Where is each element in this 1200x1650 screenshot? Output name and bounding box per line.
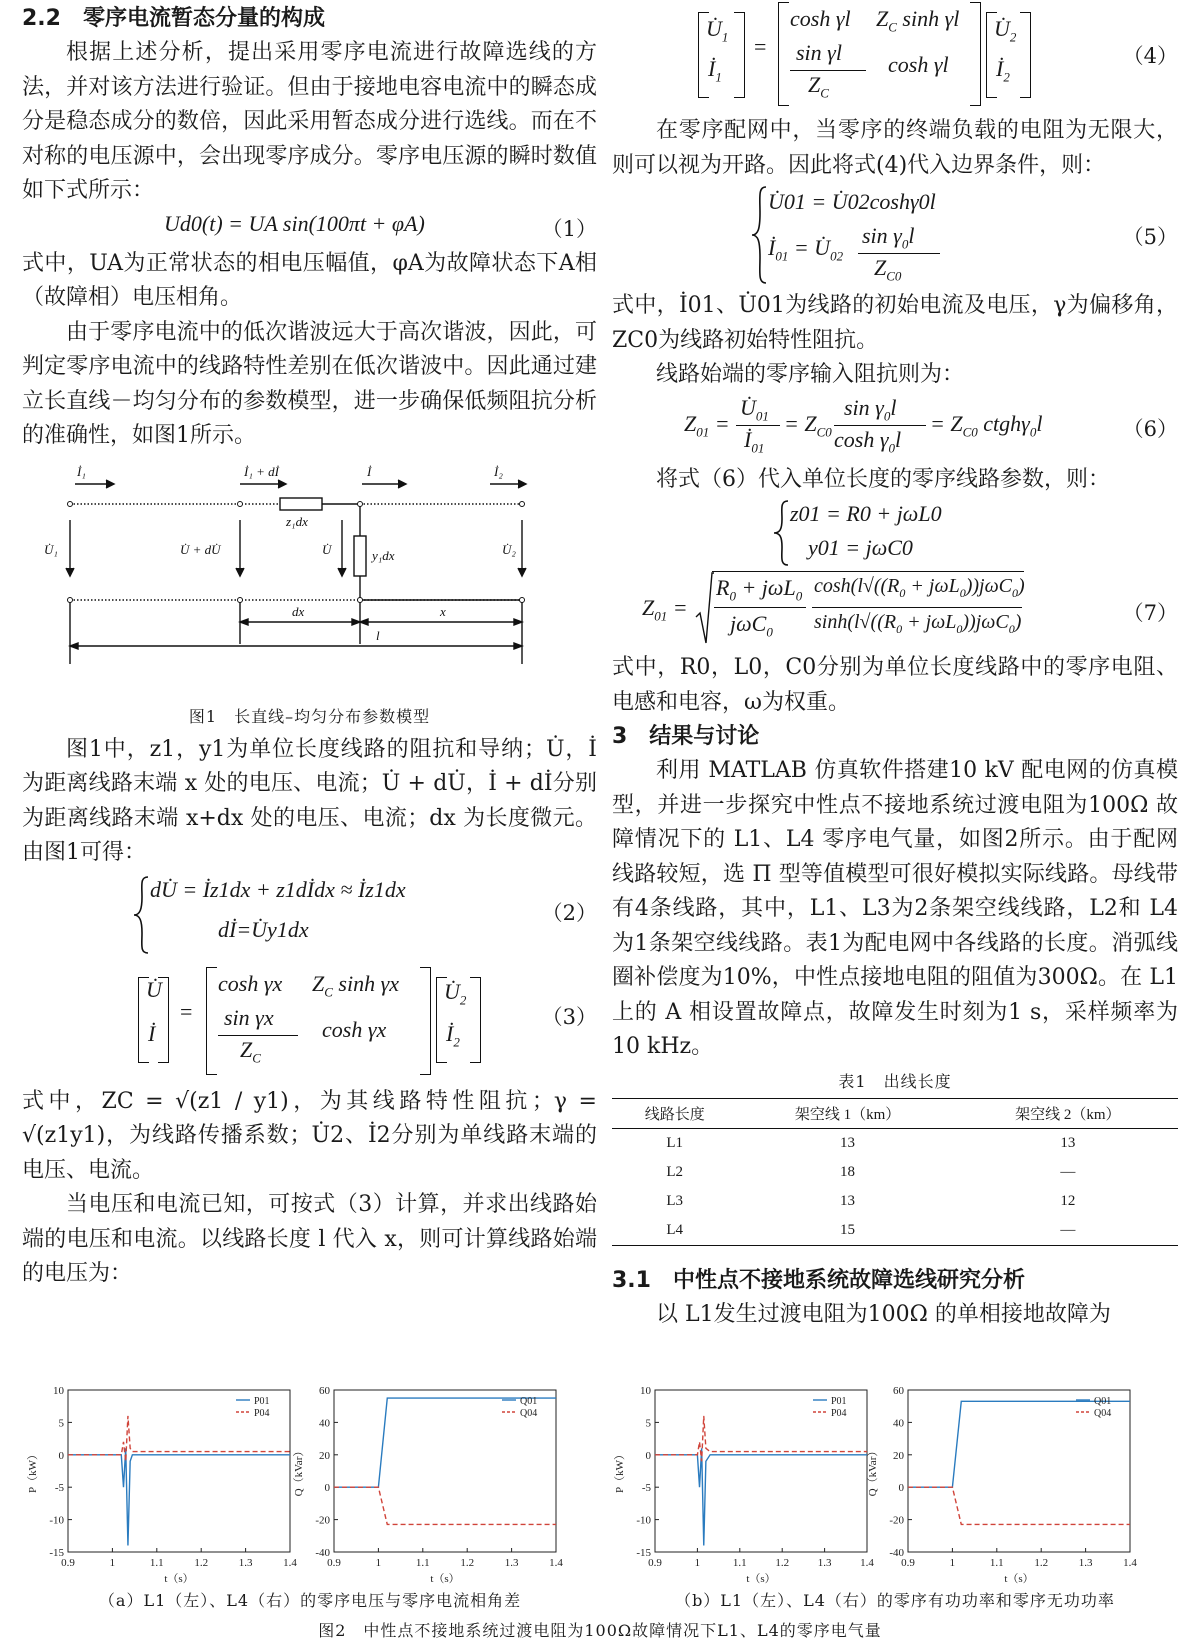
y-tick-label: -10	[49, 1514, 64, 1527]
section-heading-3: 3 结果与讨论	[612, 724, 760, 749]
x-tick-label: 1.4	[860, 1557, 874, 1569]
legend-label: Q01	[520, 1396, 538, 1407]
equation-3: U̇ İ = cosh γx $Z_C$ sinh γx sin γx $Z_C$ cosh γx $U̇_2$ $İ_2$ （3）	[22, 965, 597, 1085]
left-brace-icon	[750, 185, 770, 285]
y-axis-label: Q（kVar）	[867, 1445, 879, 1497]
svg-text:U̇₂: U̇₂	[502, 541, 516, 557]
x-tick-label: 1.1	[149, 1557, 164, 1569]
equation-4: $U̇_1$ $İ_1$ = cosh γl $Z_C$ sinh γl sin γl $Z_C$ cosh γl $U̇_2$ $İ_2$ （4）	[612, 0, 1178, 108]
table-cell: —	[1060, 1163, 1076, 1180]
equation-number: （3）	[541, 1004, 597, 1029]
svg-text:U̇: U̇	[322, 541, 332, 557]
legend-label: P04	[831, 1408, 847, 1419]
x-axis-label: t（s）	[1004, 1573, 1034, 1585]
table-cell: 13	[840, 1134, 856, 1151]
svg-text:dx: dx	[292, 603, 305, 619]
table-cell: L2	[666, 1163, 684, 1180]
x-tick-label: 1	[375, 1557, 382, 1569]
y-tick-label: -40	[315, 1547, 330, 1559]
legend-label: Q01	[1094, 1396, 1112, 1407]
y-tick-label: -10	[636, 1514, 651, 1527]
x-tick-label: 1.3	[1078, 1557, 1093, 1569]
x-tick-label: 1.4	[549, 1557, 563, 1569]
table-cell: 13	[1060, 1134, 1076, 1151]
table-row	[612, 1216, 1178, 1246]
x-tick-label: 0.9	[61, 1557, 75, 1569]
svg-text:U̇₁: U̇₁	[44, 541, 58, 557]
section-heading-2-2: 2.2 零序电流暂态分量的构成	[22, 6, 325, 31]
equation-line: y01 = jωC0	[808, 535, 913, 560]
x-tick-label: 0.9	[901, 1557, 915, 1569]
table-header-cell: 架空线 2（km）	[1015, 1106, 1121, 1123]
x-tick-label: 1.3	[504, 1557, 519, 1569]
y-tick-label: 40	[319, 1417, 330, 1430]
svg-text:İ₁ + dİ: İ₁ + dİ	[244, 463, 279, 479]
x-tick-label: 1.2	[775, 1557, 790, 1569]
y-tick-label: -20	[889, 1514, 904, 1527]
paragraph: 式中，R0，L0，C0分别为单位长度线路中的零序电阻、电感和电容，ω为权重。	[612, 655, 1178, 715]
paragraph: 以 L1发生过渡电阻为100Ω 的单相接地故障为	[656, 1301, 1111, 1327]
x-tick-label: 0.9	[327, 1557, 341, 1569]
equation-number: （4）	[1122, 44, 1178, 68]
x-axis-label: t（s）	[746, 1573, 776, 1585]
y-tick-label: 60	[319, 1385, 330, 1397]
x-tick-label: 1.2	[194, 1557, 209, 1569]
equation-7a	[612, 497, 1178, 569]
y-tick-label: 10	[640, 1385, 651, 1397]
y-tick-label: -5	[54, 1482, 64, 1495]
x-tick-label: 0.9	[648, 1557, 662, 1569]
svg-text:İ₁: İ₁	[77, 463, 86, 479]
y-axis-label: P（kW）	[27, 1449, 39, 1493]
right-column	[612, 0, 1178, 1332]
equation-line: z01 = R0 + jωL0	[790, 501, 942, 526]
section-heading-3-1: 3.1 中性点不接地系统故障选线研究分析	[612, 1267, 1025, 1293]
table-header-cell: 架空线 1（km）	[794, 1106, 901, 1123]
svg-text:x: x	[440, 603, 446, 619]
svg-text:z₁dx: z₁dx	[286, 513, 308, 529]
y-tick-label: -15	[49, 1547, 64, 1559]
figure-2-caption: 图2 中性点不接地系统过渡电阻为100Ω故障情况下L1、L4的零序电气量	[318, 1621, 882, 1640]
legend-label: P04	[254, 1408, 270, 1419]
equation-2	[22, 871, 597, 957]
series-line-P01	[655, 1448, 867, 1545]
radical-sign	[694, 571, 714, 647]
paragraph: 由于零序电流中的低次谐波远大于高次谐波，因此，可判定零序电流中的线路特性差别在低次谐波中。因此通过建立长直线－均匀分布的参数模型，进一步确保低频阻抗分析的准确性，如图1所示。	[22, 319, 597, 448]
series-line-Q04	[908, 1487, 1130, 1524]
equation-number: （6）	[1122, 416, 1178, 441]
table-cell: L1	[666, 1134, 684, 1151]
table-header-cell: 线路长度	[644, 1106, 705, 1123]
paragraph: 式中，İ01、U̇01为线路的初始电流及电压，γ为偏移角，ZC0为线路初始特性阻抗。	[612, 293, 1178, 353]
svg-text:U̇ + dU̇: U̇ + dU̇	[180, 541, 221, 557]
paragraph: 当电压和电流已知，可按式（3）计算，并求出线路始端的电压和电流。以线路长度 l 代入 x，则可计算线路始端的电压为：	[22, 1192, 597, 1286]
x-axis-label: t（s）	[430, 1573, 460, 1585]
paragraph: 线路始端的零序输入阻抗则为：	[656, 362, 965, 387]
y-tick-label: 60	[893, 1385, 904, 1397]
series-line-Q04	[334, 1487, 556, 1524]
figure-2	[0, 1378, 1200, 1650]
left-brace-icon	[772, 499, 792, 567]
x-tick-label: 1.4	[1123, 1557, 1137, 1569]
y-tick-label: 5	[645, 1417, 651, 1430]
y-tick-label: 10	[53, 1385, 64, 1397]
equation-number: （5）	[1122, 225, 1178, 249]
equation-line: dU̇ = İz1dx + z1dİdx ≈ İz1dx	[150, 876, 406, 902]
table-cell: L3	[666, 1192, 684, 1209]
left-brace-icon	[132, 875, 152, 955]
y-tick-label: 40	[893, 1417, 904, 1430]
y-tick-label: 5	[58, 1417, 64, 1430]
equation-5: U̇01 = U̇02coshγ0l $İ_{01}$ = $U̇_{02}$ $\sin \gamma_0l$ $Z_{C0}$ （5）	[612, 183, 1178, 289]
y-tick-label: 0	[645, 1449, 651, 1462]
svg-text:l: l	[376, 627, 380, 643]
y-tick-label: 0	[898, 1482, 904, 1495]
figure-1	[22, 464, 597, 714]
table-row	[612, 1187, 1178, 1216]
equation-line: dİ=U̇y1dx	[218, 916, 309, 942]
paragraph: 利用 MATLAB 仿真软件搭建10 kV 配电网的仿真模型，并进一步探究中性点不接地系统过渡电阻为100Ω 故障情况下的 L1、L4 零序电气量，如图2所示。由于配网线路较短，选 Π 型等值模型可很好模拟实际线路。母线带有4条线路，其中，L1、L3为2条架空线线路，L2和 L4为1条架空线线路。表1为配电网中各线路的长度。消弧线圈补偿度为10%，中性点接地电阻的阻值为300Ω。在 L1上的 A 相设置故障点，故障发生时刻为1 s，采样频率为10 kHz。	[612, 758, 1178, 1059]
x-tick-label: 1.2	[460, 1557, 475, 1569]
table-header-row	[612, 1098, 1178, 1128]
x-tick-label: 1.4	[283, 1557, 297, 1569]
paragraph: 将式（6）代入单位长度的零序线路参数，则：	[656, 466, 1110, 492]
legend-label: P01	[831, 1396, 847, 1407]
y-axis-label: P（kW）	[614, 1449, 626, 1493]
table-1	[612, 1098, 1178, 1246]
figure-2a-caption: （a）L1（左）、L4（右）的零序电压与零序电流相角差	[98, 1591, 522, 1610]
table-cell: 15	[840, 1221, 856, 1238]
x-tick-label: 1.1	[732, 1557, 747, 1569]
figure-2b-caption: （b）L1（左）、L4（右）的零序有功功率和零序无功功率	[675, 1591, 1115, 1610]
x-tick-label: 1	[109, 1557, 116, 1569]
x-tick-label: 1.2	[1034, 1557, 1049, 1569]
equation-7: $Z_{01}$ = $R_0 + j\omega L_0$ jωC$_0$ $\cosh(l√((R_0 + j\omega L_0))j\omega C_0)$ $\sinh(l√((R_0 + j\omega L_0))j\omega C_0)$ （7）	[612, 569, 1178, 651]
svg-text:İ₂: İ₂	[494, 463, 503, 479]
x-tick-label: 1.1	[415, 1557, 430, 1569]
left-column	[22, 0, 597, 1292]
y-tick-label: -20	[315, 1514, 330, 1527]
equation-number: （7）	[1122, 601, 1178, 625]
paragraph: 在零序配网中，当零序的终端负载的电阻为无限大，则可以视为开路。因此将式(4)代入边界条件，则：	[612, 118, 1178, 178]
y-axis-label: Q（kVar）	[293, 1445, 305, 1497]
svg-text:İ: İ	[367, 463, 372, 479]
table-cell: 12	[1060, 1192, 1076, 1209]
equation-number: （2）	[541, 900, 597, 925]
x-tick-label: 1.1	[989, 1557, 1004, 1569]
legend-label: Q04	[520, 1408, 538, 1419]
y-tick-label: 20	[319, 1449, 330, 1462]
equation-1	[22, 209, 597, 247]
paragraph: 式中，UA为正常状态的相电压幅值，φA为故障状态下A相（故障相）电压相角。	[22, 250, 597, 310]
svg-text:y₁dx: y₁dx	[372, 547, 395, 563]
y-tick-label: 20	[893, 1449, 904, 1462]
y-tick-label: 0	[324, 1482, 330, 1495]
table-row	[612, 1128, 1178, 1158]
equation-text: Ud0(t) = UA sin(100πt + φA)	[164, 210, 425, 236]
x-tick-label: 1.3	[238, 1557, 253, 1569]
y-tick-label: -15	[636, 1547, 651, 1559]
legend-label: Q04	[1094, 1408, 1112, 1419]
paragraph: 根据上述分析，提出采用零序电流进行故障选线的方法，并对该方法进行验证。但由于接地电容电流中的瞬态成分是稳态成分的数倍，因此采用暂态成分进行选线。而在不对称的电压源中，会出现零序成分。零序电压源的瞬时数值如下式所示：	[22, 40, 597, 203]
x-tick-label: 1	[949, 1557, 956, 1569]
y-tick-label: 0	[58, 1449, 64, 1462]
x-axis-label: t（s）	[164, 1573, 194, 1585]
equation-6: $Z_{01}$ = $U̇_{01}$ $İ_{01}$ = $Z_{C0}$ $\sin \gamma_0l$ $\cosh \gamma_0l$ = $Z_{C0}$ ctghγ$_0$l （6）	[684, 394, 1178, 455]
table-cell: —	[1060, 1221, 1076, 1238]
y-tick-label: -5	[641, 1482, 651, 1495]
equation-line: U̇01 = U̇02coshγ0l	[768, 189, 936, 214]
series-line-P01	[68, 1448, 290, 1545]
figure-1-caption: 图1 长直线–均匀分布参数模型	[188, 706, 431, 726]
transmission-line-diagram	[22, 464, 597, 714]
legend-label: P01	[254, 1396, 270, 1407]
table-1-title: 表1 出线长度	[838, 1071, 952, 1091]
y-tick-label: -40	[889, 1547, 904, 1559]
x-tick-label: 1.3	[817, 1557, 832, 1569]
table-row	[612, 1158, 1178, 1187]
table-cell: 18	[840, 1163, 856, 1180]
table-cell: L4	[666, 1221, 684, 1238]
paragraph: 图1中，z1，y1为单位长度线路的阻抗和导纳；U̇，İ为距离线路末端 x 处的电压、电流；U̇ + dU̇，İ + dİ分别为距离线路末端 x+dx 处的电压、电流；dx 为长度微元。由图1可得：	[22, 736, 597, 865]
x-tick-label: 1	[694, 1557, 701, 1569]
table-cell: 13	[840, 1192, 856, 1209]
equation-number: （1）	[541, 216, 597, 241]
figure-2-charts	[0, 1378, 1200, 1588]
paragraph: 式中，ZC = √(z1 / y1)，为其线路特性阻抗；γ = √(z1y1)，为线路传播系数；U̇2、İ2分别为单线路末端的电压、电流。	[22, 1088, 597, 1183]
